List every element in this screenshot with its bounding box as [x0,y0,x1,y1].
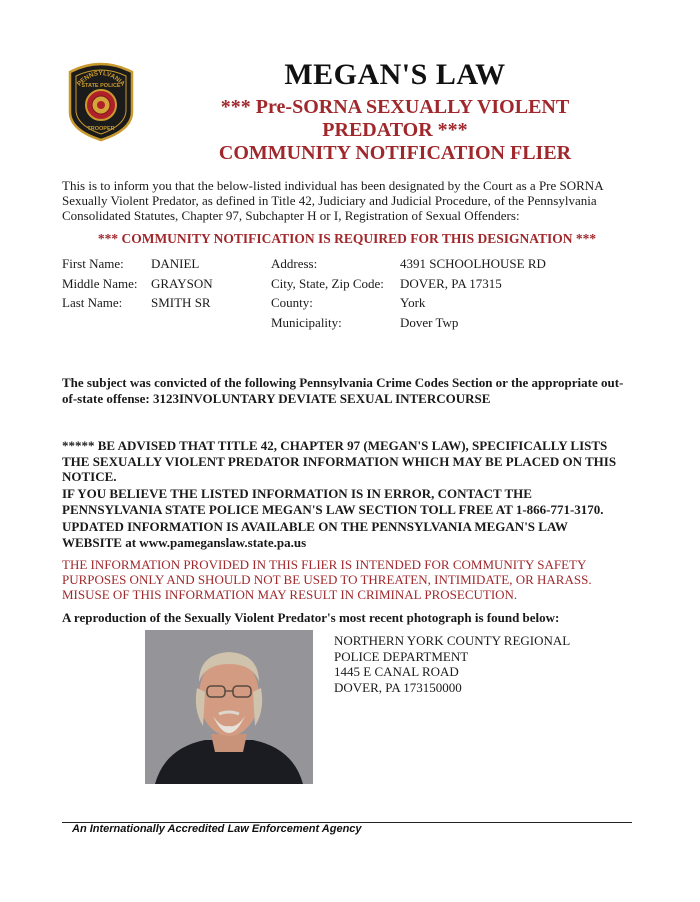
badge-bottom-text: TROOPER [87,126,115,132]
advised-line: ***** BE ADVISED THAT TITLE 42, CHAPTER 97 (MEGAN'S LAW), SPECIFICALLY LISTS [62,438,608,453]
name-labels [62,254,137,313]
badge-icon [62,58,140,142]
municipality-label: Municipality: [271,314,342,330]
agency-line: DOVER, PA 173150000 [334,679,462,695]
agency-line: 1445 E CANAL ROAD [334,664,459,679]
error-line: PENNSYLVANIA STATE POLICE MEGAN'S LAW SECTION TOLL FREE AT 1-866-771-3170. [62,501,604,517]
middle-name-label: Middle Name: [62,275,138,291]
intro-paragraph [62,178,632,223]
intro-line: Consolidated Statutes, Chapter 97, Subchapter H or I, Registration of Sexual Offenders: [62,208,520,223]
website-line: WEBSITE at www.pameganslaw.state.pa.us [62,534,307,550]
city-label: City, State, Zip Code: [271,275,384,291]
police-agency-address [334,633,570,695]
agency-line: NORTHERN YORK COUNTY REGIONAL [334,633,571,648]
advised-notice [62,438,637,485]
agency-line: POLICE DEPARTMENT [334,648,469,664]
intro-line: This is to inform you that the below-listed individual has been designated by the Court as a Pre SORNA [62,178,604,193]
county-label: County: [271,295,313,310]
subtitle [150,96,640,142]
intro-line: Sexually Violent Predator, as defined in Title 42, Judiciary and Judicial Procedure, of the Pennsylvania [62,193,597,208]
badge-mid-text: STATE POLICE [81,83,121,89]
flier-heading: COMMUNITY NOTIFICATION FLIER [218,142,572,164]
misuse-warning [62,557,637,602]
address-values [400,254,546,332]
county-value: York [400,295,426,310]
offender-photo [145,630,313,784]
conviction-line: The subject was convicted of the following Pennsylvania Crime Codes Section or the appropriate out- [62,375,624,390]
advised-line: THE SEXUALLY VIOLENT PREDATOR INFORMATION WHICH MAY BE PLACED ON THIS [62,453,617,469]
subtitle-line-1: *** Pre-SORNA SEXUALLY VIOLENT [220,96,570,118]
warning-line: MISUSE OF THIS INFORMATION MAY RESULT IN CRIMINAL PROSECUTION. [62,587,518,602]
conviction-statement [62,375,637,407]
city-value: DOVER, PA 17315 [400,275,502,291]
last-name-value: SMITH SR [151,295,211,310]
footer-tagline: An Internationally Accredited Law Enforcement Agency [72,823,362,835]
municipality-value: Dover Twp [400,314,459,330]
subtitle-line-2: PREDATOR *** [322,119,468,141]
error-line: IF YOU BELIEVE THE LISTED INFORMATION IS IN ERROR, CONTACT THE [62,486,532,501]
middle-name-value: GRAYSON [151,275,213,291]
advised-line: NOTICE. [62,469,117,484]
address-label: Address: [271,256,318,271]
website-line: UPDATED INFORMATION IS AVAILABLE ON THE PENNSYLVANIA MEGAN'S LAW [62,519,568,534]
badge-top-text: PENNSYLVANIA [76,69,126,88]
address-labels [271,254,384,332]
first-name-label: First Name: [62,256,124,271]
last-name-label: Last Name: [62,295,123,310]
conviction-line: of-state offense: 3123INVOLUNTARY DEVIATE SEXUAL INTERCOURSE [62,391,491,406]
address-value: 4391 SCHOOLHOUSE RD [400,256,546,271]
state-police-badge [62,58,140,142]
page-title: MEGAN'S LAW [284,58,506,91]
warning-line: PURPOSES ONLY AND SHOULD NOT BE USED TO THREATEN, INTIMIDATE, OR HARASS. [62,572,592,587]
website-notice [62,519,637,550]
first-name-value: DANIEL [151,256,200,271]
error-contact-notice [62,486,637,517]
warning-line: THE INFORMATION PROVIDED IN THIS FLIER IS INTENDED FOR COMMUNITY SAFETY [62,557,587,572]
notification-requirement: *** COMMUNITY NOTIFICATION IS REQUIRED FOR THIS DESIGNATION *** [97,231,597,246]
photo-caption: A reproduction of the Sexually Violent Predator's most recent photograph is found below: [62,610,560,625]
name-values [151,254,213,313]
